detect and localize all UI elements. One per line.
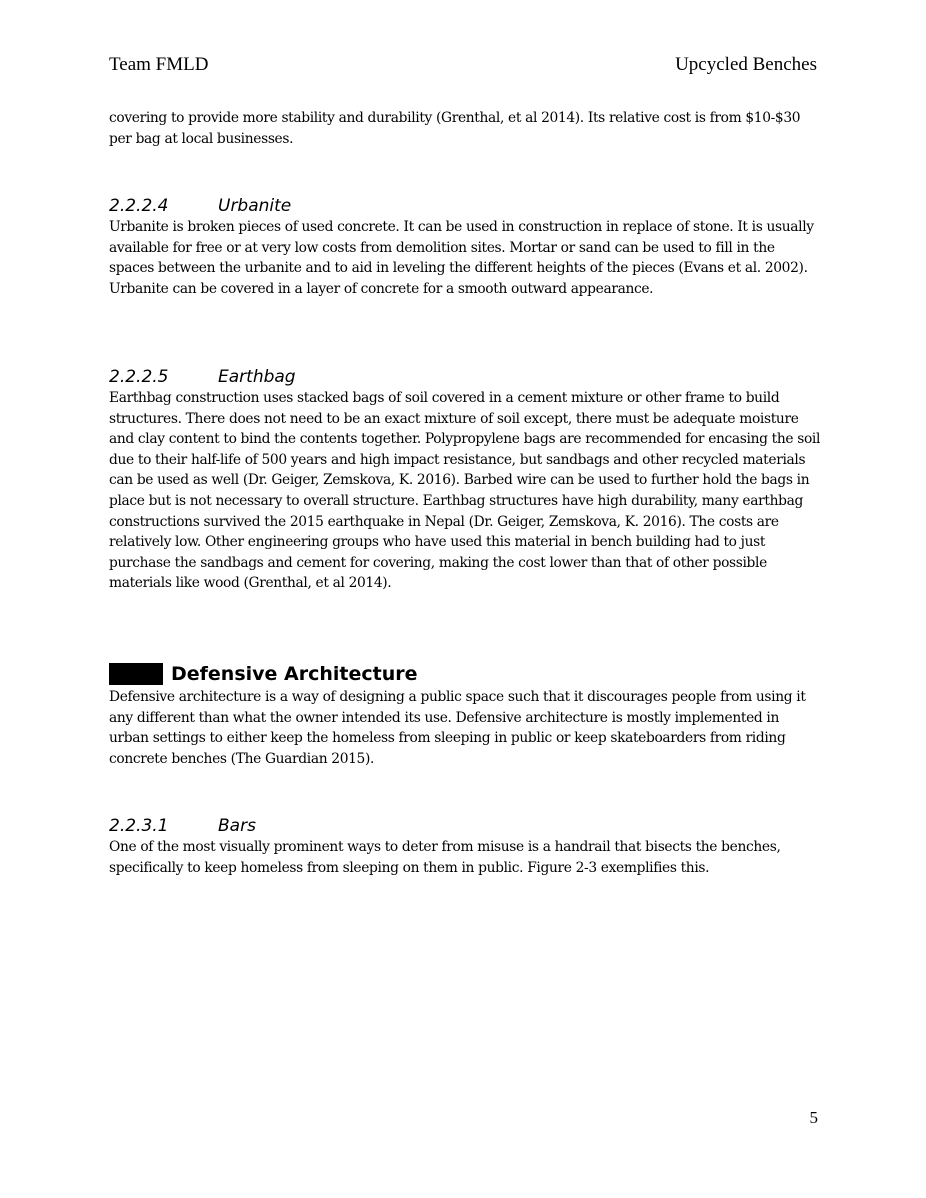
section-bars bbox=[109, 815, 821, 878]
section-body-defensive-architecture: Defensive architecture is a way of designing a public space such that it discourages people from using it any different than what the owner intended its use. Defensive architecture is mostly implemented in urban settings to either keep the homeless from sleeping in public or keep skateboarders from riding concrete benches (The Guardian 2015). bbox=[109, 689, 806, 767]
section-body-bars: One of the most visually prominent ways to deter from misuse is a handrail that bisects the benches, specifically to keep homeless from sleeping on them in public. Figure 2-3 exemplifies this. bbox=[109, 839, 781, 876]
section-body-earthbag: Earthbag construction uses stacked bags of soil covered in a cement mixture or other frame to build structures. There does not need to be an exact mixture of soil except, there must be adequate moisture and clay content to bind the contents together. Polypropylene bags are recommended for encasing the soil due to their half-life of 500 years and high impact resistance, but sandbags and other recycled materials can be used as well (Dr. Geiger, Zemskova, K. 2016). Barbed wire can be used to further hold the bags in place but is not necessary to overall structure. Earthbag structures have high durability, many earthbag constructions survived the 2015 earthquake in Nepal (Dr. Geiger, Zemskova, K. 2016). The costs are relatively low. Other engineering groups who have used this material in bench building had to just purchase the sandbags and cement for covering, making the cost lower than that of other possible materials like wood (Grenthal, et al 2014). bbox=[109, 390, 821, 592]
section-number: 2.2.2.5 bbox=[109, 367, 169, 387]
section-heading-bars bbox=[109, 815, 821, 837]
page-number: 5 bbox=[809, 1108, 818, 1127]
section-heading-defensive-architecture bbox=[109, 661, 821, 687]
section-heading-urbanite bbox=[109, 195, 821, 217]
section-defensive-architecture bbox=[109, 661, 821, 769]
section-urbanite bbox=[109, 195, 821, 299]
section-heading-earthbag bbox=[109, 366, 821, 388]
section-number: 2.2.3.1 bbox=[109, 816, 169, 836]
section-number: 2.2.2.4 bbox=[109, 196, 169, 216]
header-team-name: Team FMLD bbox=[109, 54, 209, 75]
section-title: Defensive Architecture bbox=[171, 663, 418, 685]
redacted-section-number bbox=[109, 663, 163, 685]
section-title: Earthbag bbox=[218, 367, 296, 387]
header-document-title: Upcycled Benches bbox=[675, 54, 817, 75]
intro-paragraph: covering to provide more stability and durability (Grenthal, et al 2014). Its relative cost is from $10-$30 per bag at local businesses. bbox=[109, 110, 801, 147]
section-title: Bars bbox=[218, 816, 256, 836]
section-body-urbanite: Urbanite is broken pieces of used concrete. It can be used in construction in replace of stone. It is usually available for free or at very low costs from demolition sites. Mortar or sand can be used to fill in the spaces between the urbanite and to aid in leveling the different heights of the pieces (Evans et al. 2002). Urbanite can be covered in a layer of concrete for a smooth outward appearance. bbox=[109, 219, 814, 297]
section-earthbag bbox=[109, 366, 821, 594]
section-title: Urbanite bbox=[218, 196, 292, 216]
intro-paragraph-block bbox=[109, 108, 821, 149]
